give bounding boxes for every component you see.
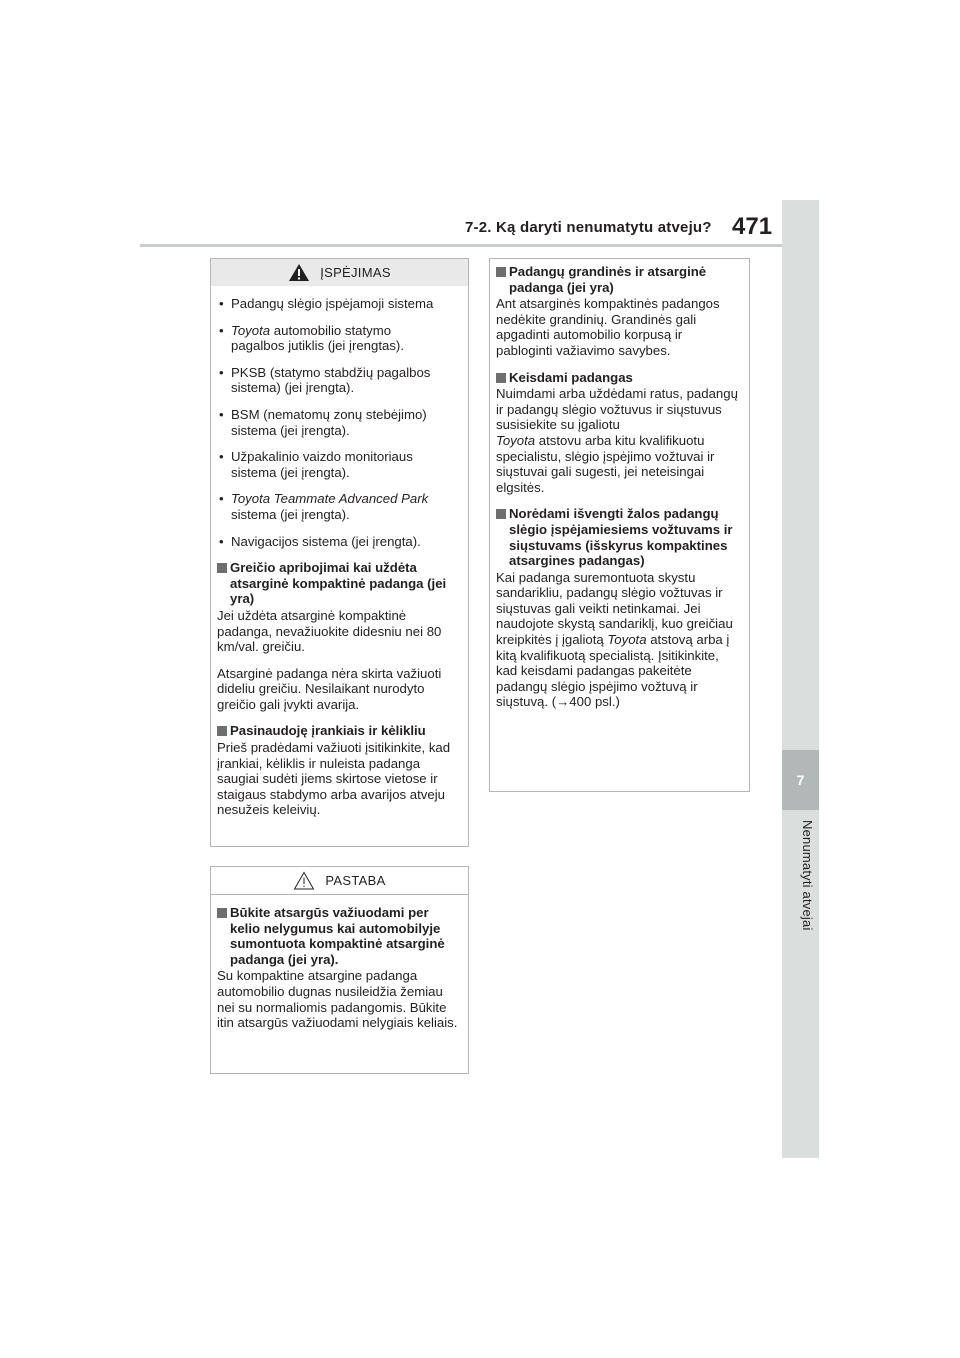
page-number: 471 (732, 213, 773, 240)
warning-subheading: Greičio apribojimai kai uždėta atsarginė kompaktinė padanga (jei yra) (217, 560, 461, 607)
notice-box (210, 866, 469, 1074)
header-rule (140, 244, 782, 247)
section-title: 7-2. Ką daryti nenumatytu atveju? (465, 219, 712, 236)
info-paragraph: Ant atsarginės kompaktinės padangos nedėkite grandinių. Grandinės gali apgadinti automobilio korpusą ir pabloginti važiavimo savybes. (496, 296, 720, 358)
warning-bullet: • Padangų slėgio įspėjamoji sistema (219, 296, 434, 311)
square-bullet-icon (496, 509, 506, 519)
info-paragraph: Nuimdami arba uždėdami ratus, padangų ir padangų slėgio vožtuvus ir siųstuvus susisiekite su įgaliotu Toyota atstovu arba kitu kvalifikuotu specialistu, slėgio įspėjimo vožtuvai ir siųstuvai gali sugesti, jei neteisingai elgsitės. (496, 386, 738, 495)
warning-bullet: • Toyota Teammate Advanced Park sistema (jei įrengta). (219, 491, 429, 522)
info-paragraph: Kai padanga suremontuota skystu sandarikliu, padangų slėgio vožtuvas ir siųstuvas gali veikti netinkamai. Jei naudojote skystą sandariklį, kuo greičiau kreipkitės į įgaliotą Toyota atstovą arba į kitą kvalifikuotą specialistą. Įsitikinkite, kad keisdami padangas pakeitėte padangų slėgio įspėjimo vožtuvą ir siųstuvą. (→400 psl.) (496, 569, 733, 710)
warning-bullet: • PKSB (statymo stabdžių pagalbos sistema) (jei įrengta). (219, 364, 431, 396)
notice-header (211, 867, 468, 895)
chapter-tab (782, 200, 819, 1158)
warning-bullet: • Užpakalinio vaizdo monitoriaus sistema (jei įrengta). (219, 449, 413, 480)
square-bullet-icon (217, 908, 227, 918)
info-box (489, 258, 750, 792)
chapter-number: 7 (782, 750, 819, 810)
warning-bullet: • Toyota automobilio statymo pagalbos jutiklis (jei įrengtas). (219, 322, 404, 354)
caution-triangle-outline-icon (293, 871, 315, 890)
warning-bullet: • BSM (nematomų zonų stebėjimo) sistema (jei įrengta). (219, 406, 427, 438)
square-bullet-icon (496, 373, 506, 383)
square-bullet-icon (496, 267, 506, 277)
warning-paragraph: Atsarginė padanga nėra skirta važiuoti dideliu greičiu. Nesilaikant nurodyto greičio gali įvykti avarija. (217, 665, 442, 712)
chapter-label: Nenumatyti atvejai (800, 820, 815, 931)
warning-header (211, 259, 468, 286)
warning-triangle-icon (288, 263, 310, 282)
square-bullet-icon (217, 726, 227, 736)
warning-paragraph: Prieš pradėdami važiuoti įsitikinkite, kad įrankiai, kėliklis ir nuleista padanga saugiai sudėti jiems skirtose vietose ir staigaus stabdymo arba avarijos atveju nesužeis keleivių. (217, 740, 451, 818)
info-subheading: Keisdami padangas (496, 370, 742, 386)
notice-title: PASTABA (325, 872, 386, 888)
warning-subheading: Pasinaudoję įrankiais ir kėlikliu (217, 723, 461, 739)
info-subheading: Norėdami išvengti žalos padangų slėgio įspėjamiesiems vožtuvams ir siųstuvams (išskyrus kompaktines atsargines padangas) (496, 506, 742, 568)
info-subheading: Padangų grandinės ir atsarginė padanga (jei yra) (496, 264, 742, 295)
warning-title: ĮSPĖJIMAS (320, 264, 391, 280)
notice-subheading: Būkite atsargūs važiuodami per kelio nelygumus kai automobilyje sumontuota kompaktinė atsarginė padanga (jei yra). (217, 905, 461, 967)
warning-box (210, 258, 469, 847)
page-reference-link[interactable]: →400 (556, 694, 592, 710)
warning-bullet: • Navigacijos sistema (jei įrengta). (219, 533, 421, 549)
square-bullet-icon (217, 563, 227, 573)
warning-paragraph: Jei uždėta atsarginė kompaktinė padanga, nevažiuokite didesniu nei 80 km/val. greičiu. (217, 607, 442, 655)
notice-paragraph: Su kompaktine atsargine padanga automobilio dugnas nusileidžia žemiau nei su normaliomis padangomis. Būkite itin atsargūs važiuodami nelygiais keliais. (217, 968, 458, 1031)
